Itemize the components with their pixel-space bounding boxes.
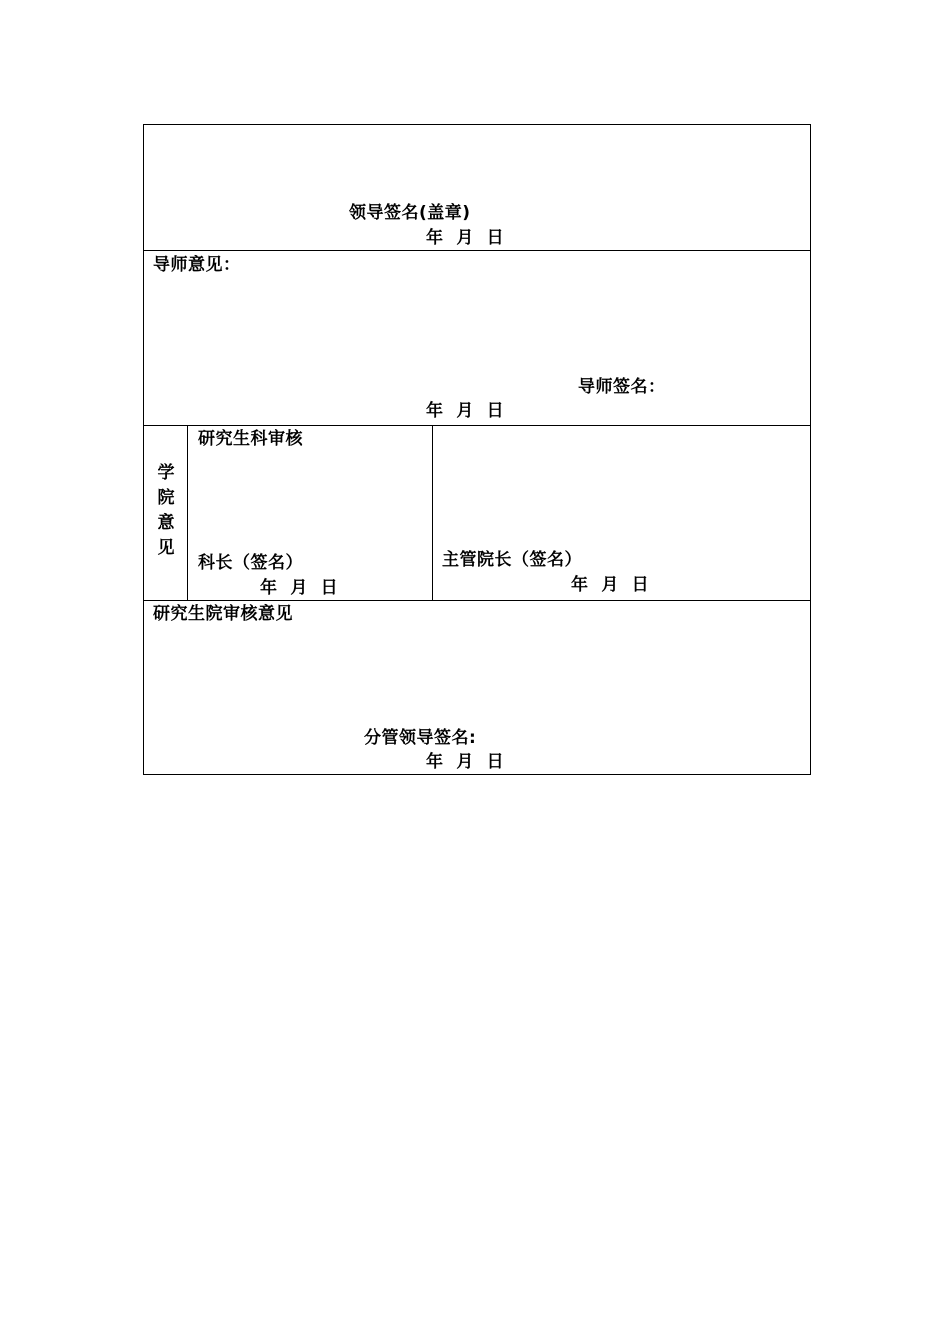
advisor-date-label: 年 月 日 — [426, 401, 505, 421]
graduate-office-review-title: 研究生科审核 — [198, 429, 303, 449]
dean-date-label: 年 月 日 — [571, 575, 650, 595]
graduate-school-section — [144, 601, 810, 774]
college-section — [144, 426, 810, 600]
side-label-char: 院 — [157, 488, 175, 508]
college-side-divider — [187, 426, 188, 600]
side-label-char: 见 — [157, 538, 175, 558]
approval-form-table — [143, 124, 811, 775]
section-chief-date-label: 年 月 日 — [260, 578, 339, 598]
leader-signature-label: 领导签名(盖章) — [349, 203, 471, 223]
leader-date-label: 年 月 日 — [426, 228, 505, 248]
leader-section — [144, 125, 810, 250]
graduate-school-date-label: 年 月 日 — [426, 752, 505, 772]
college-opinion-side-label — [156, 461, 176, 561]
advisor-signature-label: 导师签名： — [578, 377, 666, 397]
side-label-char: 意 — [157, 513, 175, 533]
supervising-leader-signature-label: 分管领导签名: — [364, 728, 477, 748]
side-label-char: 学 — [157, 463, 175, 483]
graduate-school-review-title: 研究生院审核意见 — [153, 604, 293, 624]
dean-signature-label: 主管院长（签名） — [442, 550, 582, 570]
section-chief-signature-label: 科长（签名） — [198, 553, 303, 573]
advisor-opinion-title: 导师意见： — [153, 255, 241, 275]
advisor-section — [144, 251, 810, 425]
college-middle-divider — [432, 426, 433, 600]
